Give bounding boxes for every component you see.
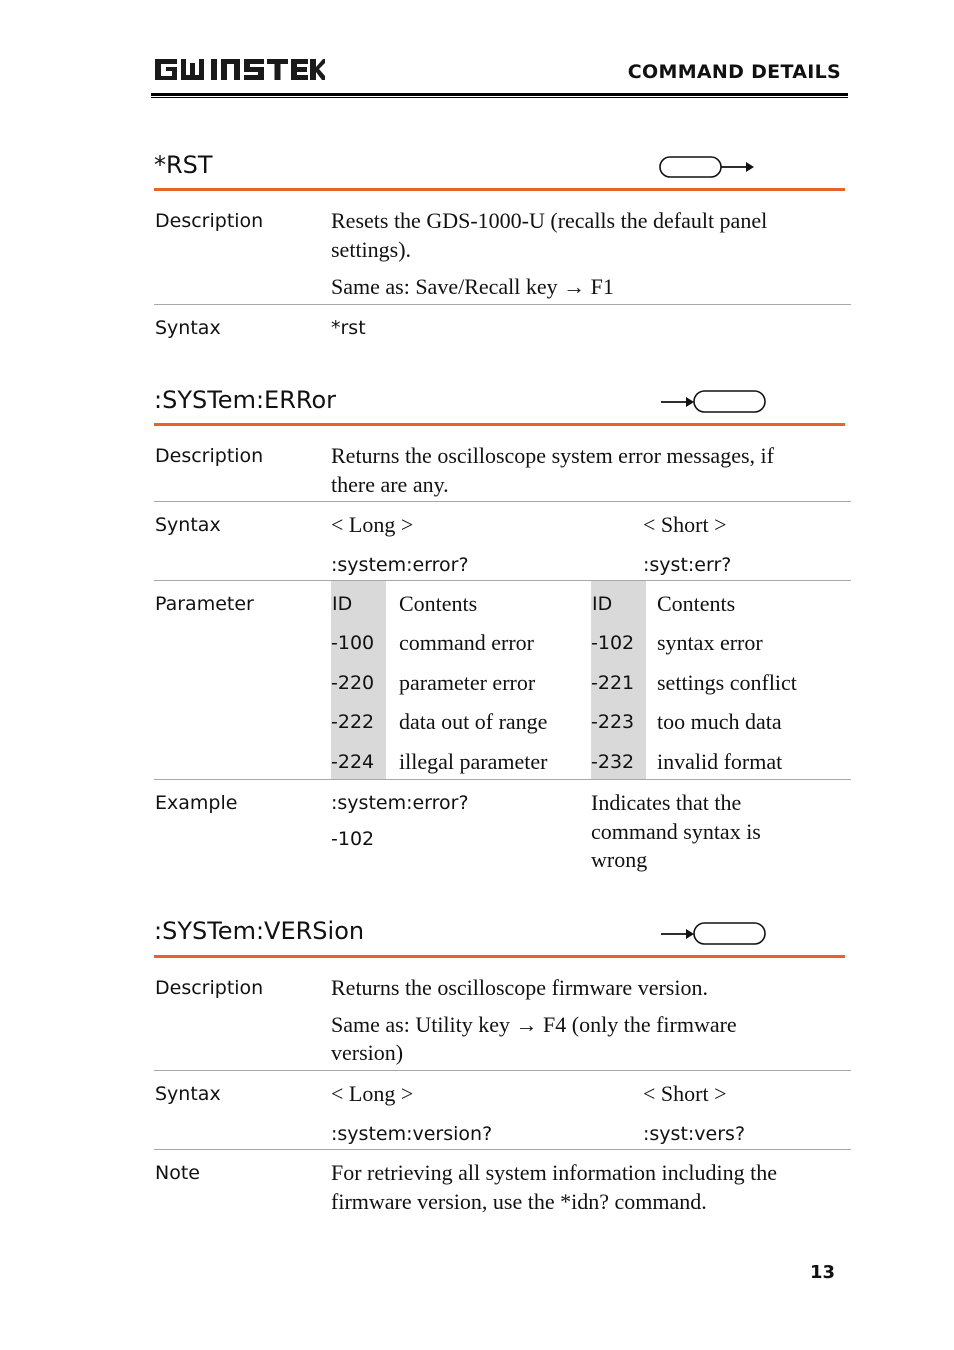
command-title-system-error: :SYSTem:ERRor (154, 386, 337, 414)
note-line-2: firmware version, use the *idn? command. (331, 1189, 707, 1214)
param-id-header: ID (592, 593, 613, 615)
note-line-1: For retrieving all system information including the (331, 1160, 778, 1185)
header-divider (151, 93, 848, 96)
label-example: Example (155, 792, 238, 814)
example-query: :system:error? (331, 792, 469, 814)
description-line-2: settings). (331, 237, 412, 262)
param-contents: settings conflict (657, 670, 797, 695)
syntax-long: :system:version? (331, 1123, 493, 1145)
section-title: COMMAND DETAILS (627, 61, 841, 83)
param-contents: data out of range (399, 709, 548, 734)
row-divider (154, 501, 851, 502)
label-syntax: Syntax (155, 514, 221, 536)
param-contents: illegal parameter (399, 749, 548, 774)
param-id-header: ID (332, 593, 353, 615)
param-id: -220 (331, 672, 375, 694)
syntax-short: :syst:vers? (643, 1123, 746, 1145)
syntax-long: :system:error? (331, 554, 469, 576)
param-id: -222 (331, 711, 375, 733)
label-syntax: Syntax (155, 317, 221, 339)
syntax-value: *rst (331, 317, 366, 339)
query-command-icon (659, 921, 769, 952)
description-line-2: there are any. (331, 472, 449, 497)
example-note-line: wrong (591, 847, 648, 872)
param-id: -221 (591, 672, 635, 694)
example-note-line: Indicates that the (591, 790, 742, 815)
label-parameter: Parameter (155, 593, 254, 615)
syntax-short-header: < Short > (643, 1081, 727, 1106)
syntax-short-header: < Short > (643, 512, 727, 537)
label-description: Description (155, 210, 264, 232)
description-same-as: Same as: Utility key → F4 (only the firmware (331, 1012, 737, 1037)
row-divider (154, 1149, 851, 1150)
row-divider (154, 580, 851, 581)
query-command-icon (659, 389, 769, 420)
param-id: -232 (591, 751, 635, 773)
param-id: -102 (591, 632, 635, 654)
header-divider-thin (151, 97, 848, 98)
description-line-3: version) (331, 1040, 404, 1065)
row-divider (154, 779, 851, 780)
param-contents-header: Contents (399, 591, 478, 616)
description-same-as: Same as: Save/Recall key → F1 (331, 274, 614, 299)
command-title-rst: *RST (154, 151, 213, 179)
row-divider (154, 1070, 851, 1071)
command-rule-rst (154, 188, 845, 191)
brand-logo-icon (153, 55, 325, 85)
label-syntax: Syntax (155, 1083, 221, 1105)
param-contents: too much data (657, 709, 782, 734)
param-contents-header: Contents (657, 591, 736, 616)
param-contents: syntax error (657, 630, 763, 655)
gw-instek-logo (153, 55, 325, 90)
param-contents: parameter error (399, 670, 536, 695)
command-rule-system-version (154, 955, 845, 958)
label-description: Description (155, 445, 264, 467)
page-number: 13 (809, 1262, 835, 1283)
description-line-1: Resets the GDS-1000-U (recalls the default panel (331, 208, 768, 233)
command-title-system-version: :SYSTem:VERSion (154, 917, 365, 945)
param-contents: command error (399, 630, 534, 655)
label-description: Description (155, 977, 264, 999)
row-divider (154, 304, 851, 305)
set-command-icon (659, 155, 757, 186)
syntax-long-header: < Long > (331, 1081, 414, 1106)
command-rule-system-error (154, 423, 845, 426)
description-line-1: Returns the oscilloscope system error messages, if (331, 443, 774, 468)
param-contents: invalid format (657, 749, 783, 774)
label-note: Note (155, 1162, 200, 1184)
param-id: -223 (591, 711, 635, 733)
syntax-short: :syst:err? (643, 554, 732, 576)
example-note-line: command syntax is (591, 819, 761, 844)
description-line-1: Returns the oscilloscope firmware version. (331, 975, 708, 1000)
param-id: -100 (331, 632, 375, 654)
param-id: -224 (331, 751, 375, 773)
syntax-long-header: < Long > (331, 512, 414, 537)
example-response: -102 (331, 828, 375, 850)
